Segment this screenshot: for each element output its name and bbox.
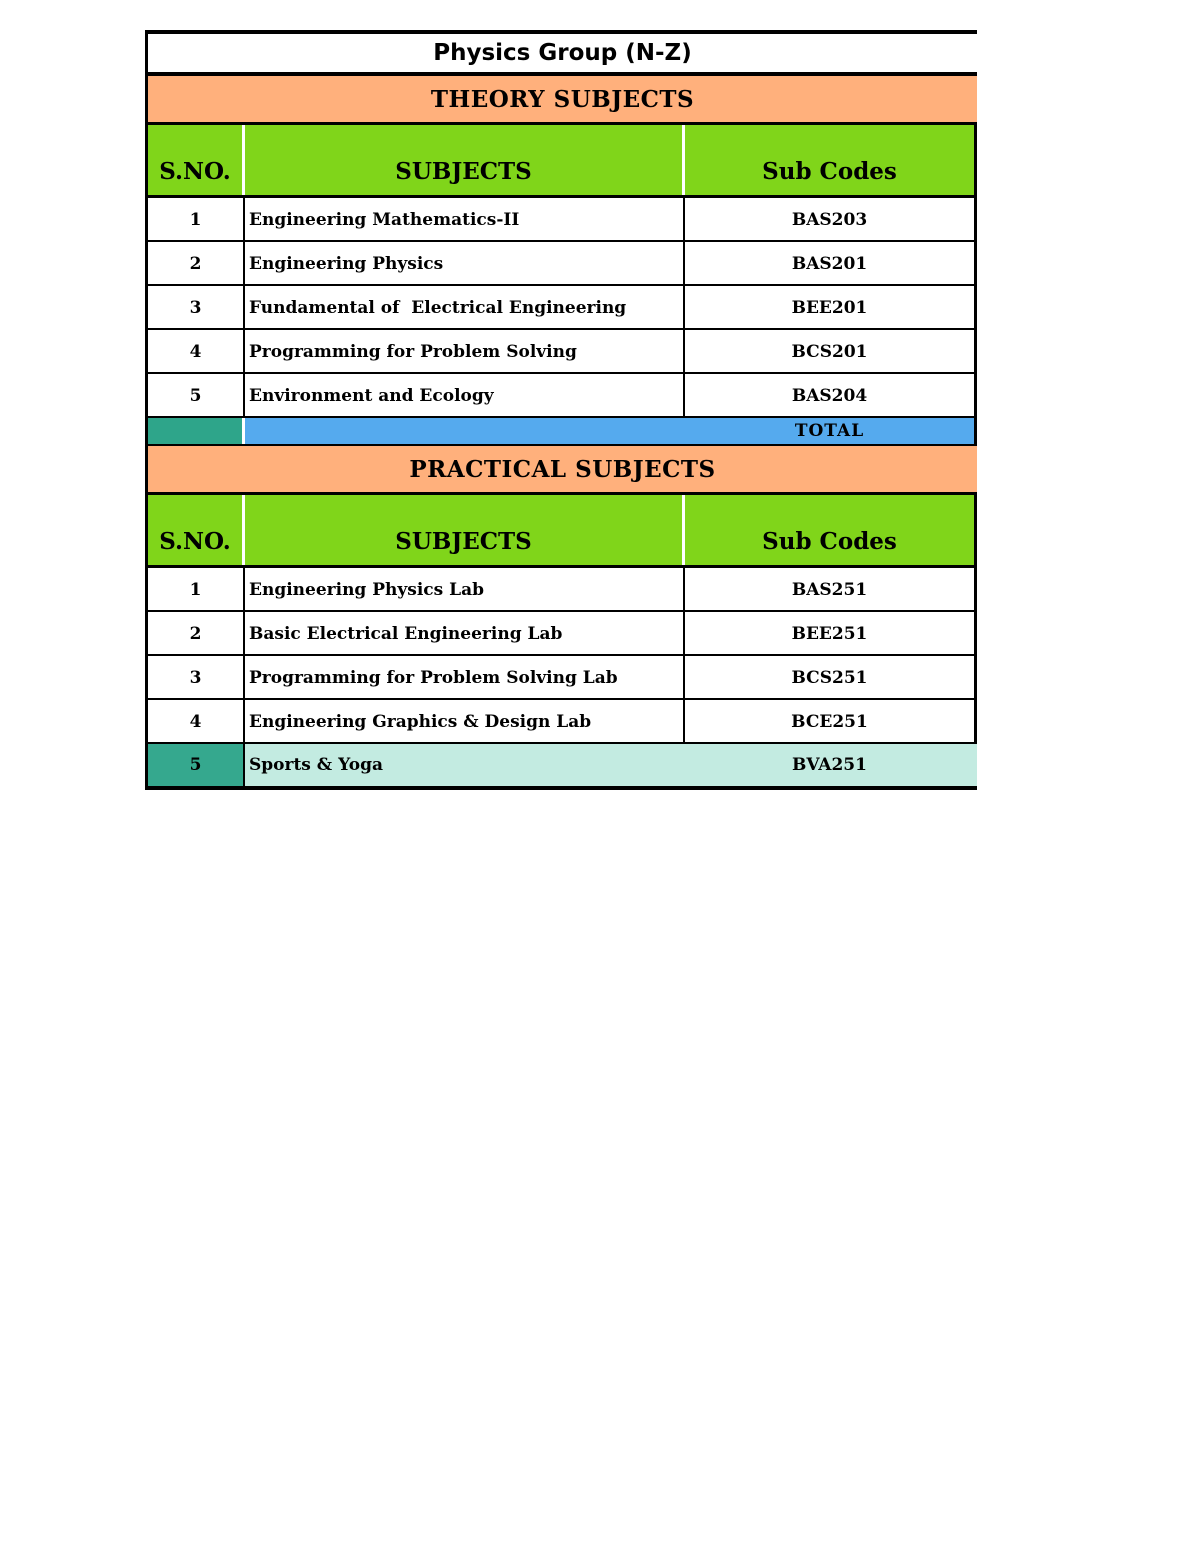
table-row [145, 612, 977, 656]
theory-heading: THEORY SUBJECTS [145, 76, 977, 122]
header-sub-codes: Sub Codes [762, 528, 897, 555]
table-row [145, 656, 977, 700]
practical-heading: PRACTICAL SUBJECTS [145, 446, 977, 492]
sno-cell: 2 [148, 612, 245, 654]
code-cell: BCE251 [791, 712, 868, 732]
subject-cell: Engineering Physics Lab [245, 568, 685, 610]
table-row [145, 700, 977, 744]
total-label: TOTAL [685, 418, 974, 444]
sno-cell: 5 [148, 374, 245, 416]
table-row [145, 286, 977, 330]
code-cell: BAS201 [791, 254, 868, 274]
code-cell: BAS203 [791, 210, 868, 230]
subject-cell: Sports & Yoga [249, 755, 383, 775]
subject-cell: Programming for Problem Solving [245, 330, 685, 372]
sno-cell: 1 [148, 568, 245, 610]
code-cell: BEE251 [791, 624, 868, 644]
sno-cell: 4 [148, 700, 245, 742]
header-sub-codes: Sub Codes [762, 158, 897, 185]
table-row [145, 374, 977, 418]
total-sno-cell [148, 418, 245, 444]
code-cell: BCS201 [791, 342, 868, 362]
sno-cell: 2 [148, 242, 245, 284]
sno-cell: 3 [148, 656, 245, 698]
sno-cell: 3 [148, 286, 245, 328]
subject-cell: Fundamental of Electrical Engineering [245, 286, 685, 328]
theory-header-row [145, 122, 977, 198]
subject-cell: Engineering Graphics & Design Lab [245, 700, 685, 742]
table-row [145, 330, 977, 374]
header-sno: S.NO. [148, 495, 245, 565]
header-subjects: SUBJECTS [245, 495, 685, 565]
sno-cell: 1 [148, 198, 245, 240]
subject-cell: Engineering Mathematics-II [245, 198, 685, 240]
sno-cell: 5 [148, 744, 245, 786]
header-subjects: SUBJECTS [245, 125, 685, 195]
table-row [145, 242, 977, 286]
sno-cell: 4 [148, 330, 245, 372]
subject-cell: Engineering Physics [245, 242, 685, 284]
subject-cell: Environment and Ecology [245, 374, 685, 416]
subject-cell: Basic Electrical Engineering Lab [245, 612, 685, 654]
table-row [145, 568, 977, 612]
practical-header-row [145, 492, 977, 568]
total-subject-cell [245, 418, 685, 444]
table-row [145, 744, 977, 790]
total-row [145, 418, 977, 446]
subject-cell: Programming for Problem Solving Lab [245, 656, 685, 698]
subjects-sheet [145, 30, 977, 790]
code-cell: BVA251 [792, 755, 867, 775]
sheet-title: Physics Group (N-Z) [145, 30, 977, 76]
table-row [145, 198, 977, 242]
header-sno: S.NO. [148, 125, 245, 195]
code-cell: BEE201 [791, 298, 868, 318]
code-cell: BAS204 [791, 386, 868, 406]
code-cell: BAS251 [791, 580, 868, 600]
code-cell: BCS251 [791, 668, 868, 688]
